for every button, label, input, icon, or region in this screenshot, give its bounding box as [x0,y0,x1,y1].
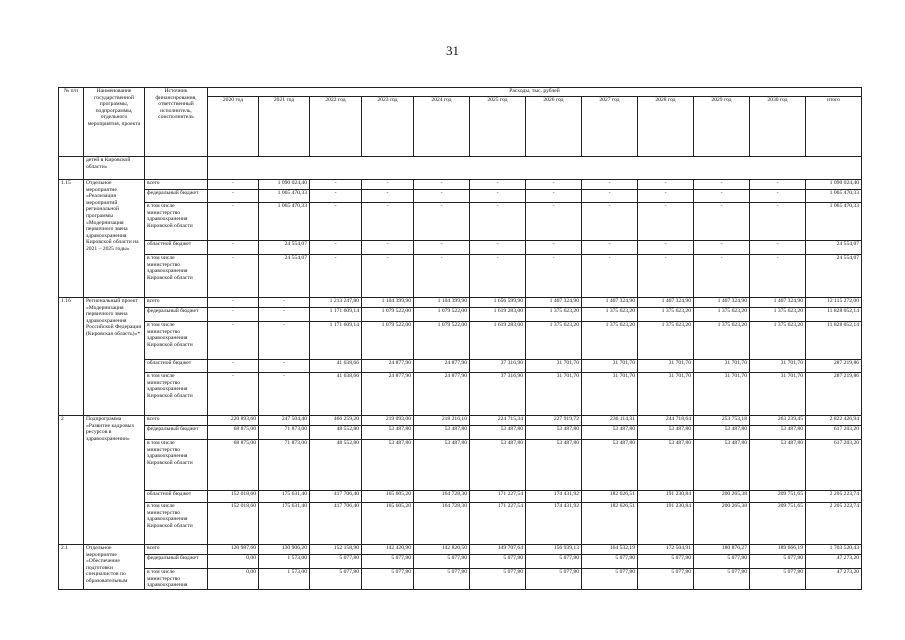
year-value-cell: 218 216,10 [414,416,470,426]
total-value-cell: 2 822 426,94 [806,416,862,426]
total-value-cell: 2 205 223,74 [806,503,862,545]
year-value-cell: 5 077,80 [470,555,526,569]
year-value-cell: 5 077,80 [526,555,582,569]
year-value-cell: 53 487,80 [750,440,806,491]
year-value-cell: - [414,203,470,241]
year-value-cell: 1 375 623,20 [526,308,582,322]
funding-source-cell: в том числе министерство здравоохранения Кировской области [145,503,208,545]
year-value-cell: 24 554,07 [259,255,310,298]
year-value-cell: 31 701,70 [582,360,638,373]
year-value-cell: 209 751,65 [750,491,806,503]
year-value-cell: 31 701,70 [694,360,750,373]
funding-source-cell: федеральный бюджет [145,426,208,440]
year-value-cell: - [362,255,414,298]
year-value-cell: - [362,241,414,255]
year-value-cell: 1 079 522,00 [414,308,470,322]
program-name-cell: детей в Кировской области» [84,157,145,180]
year-value-cell: 53 487,80 [414,440,470,491]
year-value-cell: 149 707,64 [470,545,526,555]
year-value-cell: - [310,203,362,241]
funding-source-cell: в том числе министерство здравоохранения Кировской области [145,373,208,416]
year-value-cell: - [526,203,582,241]
year-value-cell: - [362,203,414,241]
year-value-cell: 5 077,80 [694,569,750,590]
year-value-cell: - [582,180,638,190]
year-value-cell: - [470,190,526,203]
year-value-cell: - [526,255,582,298]
year-value-cell: 171 227,54 [470,503,526,545]
year-value-cell: 1 573,00 [259,555,310,569]
table-row [59,569,862,590]
table-header [59,88,862,157]
year-value-cell: 152 158,90 [310,545,362,555]
year-value-cell: 5 077,80 [582,555,638,569]
total-value-cell: 47 273,20 [806,569,862,590]
year-value-cell: 182 626,51 [582,491,638,503]
year-value-cell: 24 877,90 [414,373,470,416]
year-value-cell: 48 552,80 [310,426,362,440]
header-year: 2023 год [362,97,414,157]
year-value-cell: 53 487,80 [470,426,526,440]
year-value-cell: - [750,241,806,255]
year-value-cell: 1 375 623,20 [750,322,806,360]
year-value-cell: - [208,180,259,190]
year-value-cell: 172 504,91 [638,545,694,555]
year-value-cell: - [310,190,362,203]
total-value-cell: 1 703 520,43 [806,545,862,555]
year-value-cell: 1 407 324,90 [582,298,638,308]
year-value-cell: 53 487,80 [362,426,414,440]
header-expenses: Расходы, тыс. рублей [208,88,862,97]
year-value-cell: - [582,255,638,298]
funding-source-cell: областной бюджет [145,491,208,503]
year-value-cell: 1 171 609,14 [310,308,362,322]
year-value-cell: 1 407 324,90 [638,298,694,308]
table-row [59,373,862,416]
year-value-cell: 1 375 623,20 [694,308,750,322]
funding-source-cell: в том числе министерство здравоохранения [145,569,208,590]
row-number-cell [59,157,84,180]
continuation-row [59,157,862,180]
year-value-cell: 53 487,80 [362,440,414,491]
year-value-cell: - [750,203,806,241]
table-row [59,322,862,360]
year-value-cell: 1 065 470,33 [259,190,310,203]
year-value-cell: 31 701,70 [526,360,582,373]
funding-source-cell: всего [145,416,208,426]
funding-source-cell: областной бюджет [145,360,208,373]
year-value-cell: 53 487,80 [750,426,806,440]
header-total: итого [806,97,862,157]
total-value-cell: 1 090 024,40 [806,180,862,190]
year-value-cell: - [310,180,362,190]
year-value-cell: 236 114,31 [582,416,638,426]
year-value-cell: 71 873,00 [259,440,310,491]
year-value-cell: - [526,190,582,203]
year-value-cell: 209 751,65 [750,503,806,545]
year-value-cell: 68 875,00 [208,440,259,491]
year-value-cell: 200 265,38 [694,503,750,545]
year-value-cell: 171 227,54 [470,491,526,503]
year-value-cell: - [259,373,310,416]
year-value-cell: 5 077,80 [310,555,362,569]
funding-source-cell: в том числе министерство здравоохранения Кировской области [145,322,208,360]
year-value-cell: 1 079 522,00 [362,308,414,322]
year-value-cell: 5 077,80 [470,569,526,590]
year-value-cell: 1 375 623,20 [750,308,806,322]
year-value-cell: 5 077,80 [694,555,750,569]
year-value-cell: 5 077,80 [582,569,638,590]
year-value-cell: 31 701,70 [526,373,582,416]
year-value-cell: 1 375 623,20 [638,322,694,360]
table-body [59,157,862,590]
funding-source-cell: всего [145,298,208,308]
header-year: 2021 год [259,97,310,157]
year-value-cell: 5 077,80 [362,555,414,569]
table-row [59,360,862,373]
year-value-cell: 224 715,34 [470,416,526,426]
year-value-cell: 1 104 399,90 [362,298,414,308]
row-number-cell: 1.15 [59,180,84,298]
program-name-cell: Региональный проект «Модернизация первичного звена здравоохранения Российской Федерации (Кировская область)»* [84,298,145,416]
total-value-cell: 287 219,86 [806,373,862,416]
funding-source-cell: федеральный бюджет [145,555,208,569]
table-row [59,491,862,503]
year-value-cell: - [526,241,582,255]
year-value-cell: 5 077,80 [414,555,470,569]
table-row [59,426,862,440]
year-value-cell: 24 554,07 [259,241,310,255]
funding-source-cell: областной бюджет [145,241,208,255]
year-value-cell: - [208,241,259,255]
year-value-cell: - [414,241,470,255]
year-value-cell: 5 077,80 [362,569,414,590]
funding-source-cell: в том числе министерство здравоохранения Кировской области [145,440,208,491]
header-year: 2020 год [208,97,259,157]
year-value-cell: 1 213 247,80 [310,298,362,308]
year-value-cell: - [259,360,310,373]
year-value-cell: - [750,190,806,203]
total-value-cell: 47 273,20 [806,555,862,569]
year-value-cell: 164 728,30 [414,503,470,545]
year-value-cell: - [208,190,259,203]
values-blank-cell [208,157,862,180]
year-value-cell: 37 316,90 [470,373,526,416]
header-year: 2030 год [750,97,806,157]
year-value-cell: 0,00 [208,555,259,569]
year-value-cell: - [259,308,310,322]
year-value-cell: 5 077,80 [310,569,362,590]
year-value-cell: 41 638,66 [310,360,362,373]
year-value-cell: 1 619 283,00 [470,322,526,360]
table-row [59,308,862,322]
year-value-cell: 130 906,20 [259,545,310,555]
year-value-cell: 120 987,60 [208,545,259,555]
year-value-cell: 41 638,66 [310,373,362,416]
year-value-cell: - [638,255,694,298]
year-value-cell: 165 605,20 [362,491,414,503]
table-row [59,416,862,426]
total-value-cell: 1 065 470,33 [806,203,862,241]
header-year: 2029 год [694,97,750,157]
year-value-cell: - [638,241,694,255]
funding-source-cell: всего [145,545,208,555]
table-row [59,255,862,298]
total-value-cell: 287 219,86 [806,360,862,373]
year-value-cell: 48 552,80 [310,440,362,491]
year-value-cell: 1 656 599,90 [470,298,526,308]
year-value-cell: 5 077,80 [750,555,806,569]
header-year: 2026 год [526,97,582,157]
year-value-cell: 1 375 623,20 [526,322,582,360]
year-value-cell: 53 487,80 [470,440,526,491]
year-value-cell: - [259,298,310,308]
year-value-cell: 152 018,60 [208,503,259,545]
year-value-cell: 1 407 324,90 [694,298,750,308]
year-value-cell: 142 820,50 [414,545,470,555]
funding-source-cell: федеральный бюджет [145,190,208,203]
year-value-cell: - [694,241,750,255]
year-value-cell: - [582,190,638,203]
year-value-cell: 24 877,90 [414,360,470,373]
funding-source-cell: в том числе министерство здравоохранения Кировской области [145,203,208,241]
year-value-cell: 219 093,00 [362,416,414,426]
year-value-cell: 164 728,30 [414,491,470,503]
program-name-cell: Отдельное мероприятие «Обеспечение подготовки специалистов по образовательным [84,545,145,590]
year-value-cell: 227 919,72 [526,416,582,426]
year-value-cell: - [470,203,526,241]
total-value-cell: 2 205 223,74 [806,491,862,503]
year-value-cell: 53 487,80 [582,426,638,440]
year-value-cell: - [638,180,694,190]
year-value-cell: 24 877,90 [362,360,414,373]
year-value-cell: 53 487,80 [694,440,750,491]
year-value-cell: 1 573,00 [259,569,310,590]
year-value-cell: 5 077,80 [526,569,582,590]
year-value-cell: - [694,180,750,190]
year-value-cell: 165 605,20 [362,503,414,545]
year-value-cell: 37 316,90 [470,360,526,373]
year-value-cell: 1 375 623,20 [638,308,694,322]
year-value-cell: 191 230,84 [638,503,694,545]
total-value-cell: 24 554,07 [806,255,862,298]
year-value-cell: - [470,241,526,255]
year-value-cell: 174 431,92 [526,503,582,545]
year-value-cell: - [694,190,750,203]
total-value-cell: 24 554,07 [806,241,862,255]
year-value-cell: - [208,298,259,308]
table-row [59,555,862,569]
table-row [59,241,862,255]
year-value-cell: - [208,322,259,360]
table-row [59,203,862,241]
year-value-cell: - [208,308,259,322]
year-value-cell: - [526,180,582,190]
total-value-cell: 11 828 052,14 [806,308,862,322]
page-number: 31 [446,43,459,58]
year-value-cell: 417 706,40 [310,503,362,545]
year-value-cell: 1 079 522,00 [362,322,414,360]
year-value-cell: - [694,255,750,298]
year-value-cell: 1 090 024,40 [259,180,310,190]
program-name-cell: Подпрограмма «Развитие кадровых ресурсов в здравоохранении» [84,416,145,545]
budget-table [58,87,862,590]
header-no: № п/п [59,88,84,157]
year-value-cell: 31 701,70 [750,373,806,416]
year-value-cell: 0,00 [208,569,259,590]
year-value-cell: 5 077,80 [638,555,694,569]
year-value-cell: 68 875,00 [208,426,259,440]
total-value-cell: 1 065 470,33 [806,190,862,203]
total-value-cell: 12 115 272,00 [806,298,862,308]
table-row [59,298,862,308]
source-cell [145,157,208,180]
year-value-cell: - [582,241,638,255]
year-value-cell: 53 487,80 [526,440,582,491]
year-value-cell: 53 487,80 [694,426,750,440]
header-source: Источник финансирования, ответственный исполнитель, соисполнитель [145,88,208,157]
year-value-cell: 1 619 283,00 [470,308,526,322]
year-value-cell: 244 718,64 [638,416,694,426]
year-value-cell: 180 876,27 [694,545,750,555]
year-value-cell: 5 077,80 [638,569,694,590]
year-value-cell: 31 701,70 [694,373,750,416]
year-value-cell: 174 431,92 [526,491,582,503]
year-value-cell: 142 420,90 [362,545,414,555]
table-row [59,180,862,190]
year-value-cell: 31 701,70 [750,360,806,373]
total-value-cell: 617 203,20 [806,426,862,440]
year-value-cell: 253 753,18 [694,416,750,426]
year-value-cell: 1 407 324,90 [526,298,582,308]
year-value-cell: 466 259,20 [310,416,362,426]
year-value-cell: 5 077,80 [414,569,470,590]
year-value-cell: - [310,255,362,298]
total-value-cell: 11 828 052,14 [806,322,862,360]
year-value-cell: 53 487,80 [638,440,694,491]
year-value-cell: 53 487,80 [526,426,582,440]
year-value-cell: 1 104 399,90 [414,298,470,308]
year-value-cell: - [362,180,414,190]
funding-source-cell: в том числе министерство здравоохранения Кировской области [145,255,208,298]
header-year: 2025 год [470,97,526,157]
header-name: Наименование государственной программы, подпрограммы, отдельного мероприятия, проекта [84,88,145,157]
year-value-cell: - [362,190,414,203]
table-row [59,545,862,555]
year-value-cell: - [414,255,470,298]
year-value-cell: - [208,203,259,241]
year-value-cell: - [414,190,470,203]
year-value-cell: - [638,190,694,203]
year-value-cell: 263 239,45 [750,416,806,426]
year-value-cell: - [208,373,259,416]
year-value-cell: 175 631,40 [259,491,310,503]
year-value-cell: - [470,255,526,298]
year-value-cell: 417 706,40 [310,491,362,503]
year-value-cell: 1 375 623,20 [582,308,638,322]
year-value-cell: - [470,180,526,190]
year-value-cell: 31 701,70 [638,360,694,373]
year-value-cell: 200 265,38 [694,491,750,503]
header-year: 2027 год [582,97,638,157]
year-value-cell: - [208,255,259,298]
table-row [59,190,862,203]
year-value-cell: 53 487,80 [582,440,638,491]
year-value-cell: 152 018,60 [208,491,259,503]
year-value-cell: 1 407 324,90 [750,298,806,308]
year-value-cell: 220 893,60 [208,416,259,426]
year-value-cell: 1 065 470,33 [259,203,310,241]
year-value-cell: 156 939,13 [526,545,582,555]
year-value-cell: - [582,203,638,241]
year-value-cell: - [638,203,694,241]
year-value-cell: 175 631,40 [259,503,310,545]
total-value-cell: 617 203,20 [806,440,862,491]
year-value-cell: 1 375 623,20 [582,322,638,360]
year-value-cell: - [750,180,806,190]
year-value-cell: 53 487,80 [414,426,470,440]
year-value-cell: - [310,241,362,255]
year-value-cell: 191 230,84 [638,491,694,503]
header-year: 2022 год [310,97,362,157]
row-number-cell: 1.16 [59,298,84,416]
year-value-cell: 247 504,40 [259,416,310,426]
year-value-cell: - [208,360,259,373]
year-value-cell: 1 079 522,00 [414,322,470,360]
header-year: 2028 год [638,97,694,157]
table-row [59,503,862,545]
row-number-cell: 2 [59,416,84,545]
year-value-cell: - [414,180,470,190]
year-value-cell: 53 487,80 [638,426,694,440]
year-value-cell: - [694,203,750,241]
year-value-cell: 1 375 623,20 [694,322,750,360]
year-value-cell: 31 701,70 [582,373,638,416]
year-value-cell: 5 077,80 [750,569,806,590]
program-name-cell: Отдельное мероприятие «Реализация мероприятий региональной программы «Модернизация первичного звена здравоохранения Кировской области на 2021 – 2025 годы» [84,180,145,298]
year-value-cell: 31 701,70 [638,373,694,416]
year-value-cell: 24 877,90 [362,373,414,416]
year-value-cell: 182 626,51 [582,503,638,545]
year-value-cell: - [750,255,806,298]
year-value-cell: 71 873,00 [259,426,310,440]
year-value-cell: 189 666,19 [750,545,806,555]
funding-source-cell: всего [145,180,208,190]
year-value-cell: 164 532,19 [582,545,638,555]
year-value-cell: - [259,322,310,360]
year-value-cell: 1 171 609,14 [310,322,362,360]
table-row [59,440,862,491]
row-number-cell: 2.1 [59,545,84,590]
funding-source-cell: федеральный бюджет [145,308,208,322]
header-year: 2024 год [414,97,470,157]
